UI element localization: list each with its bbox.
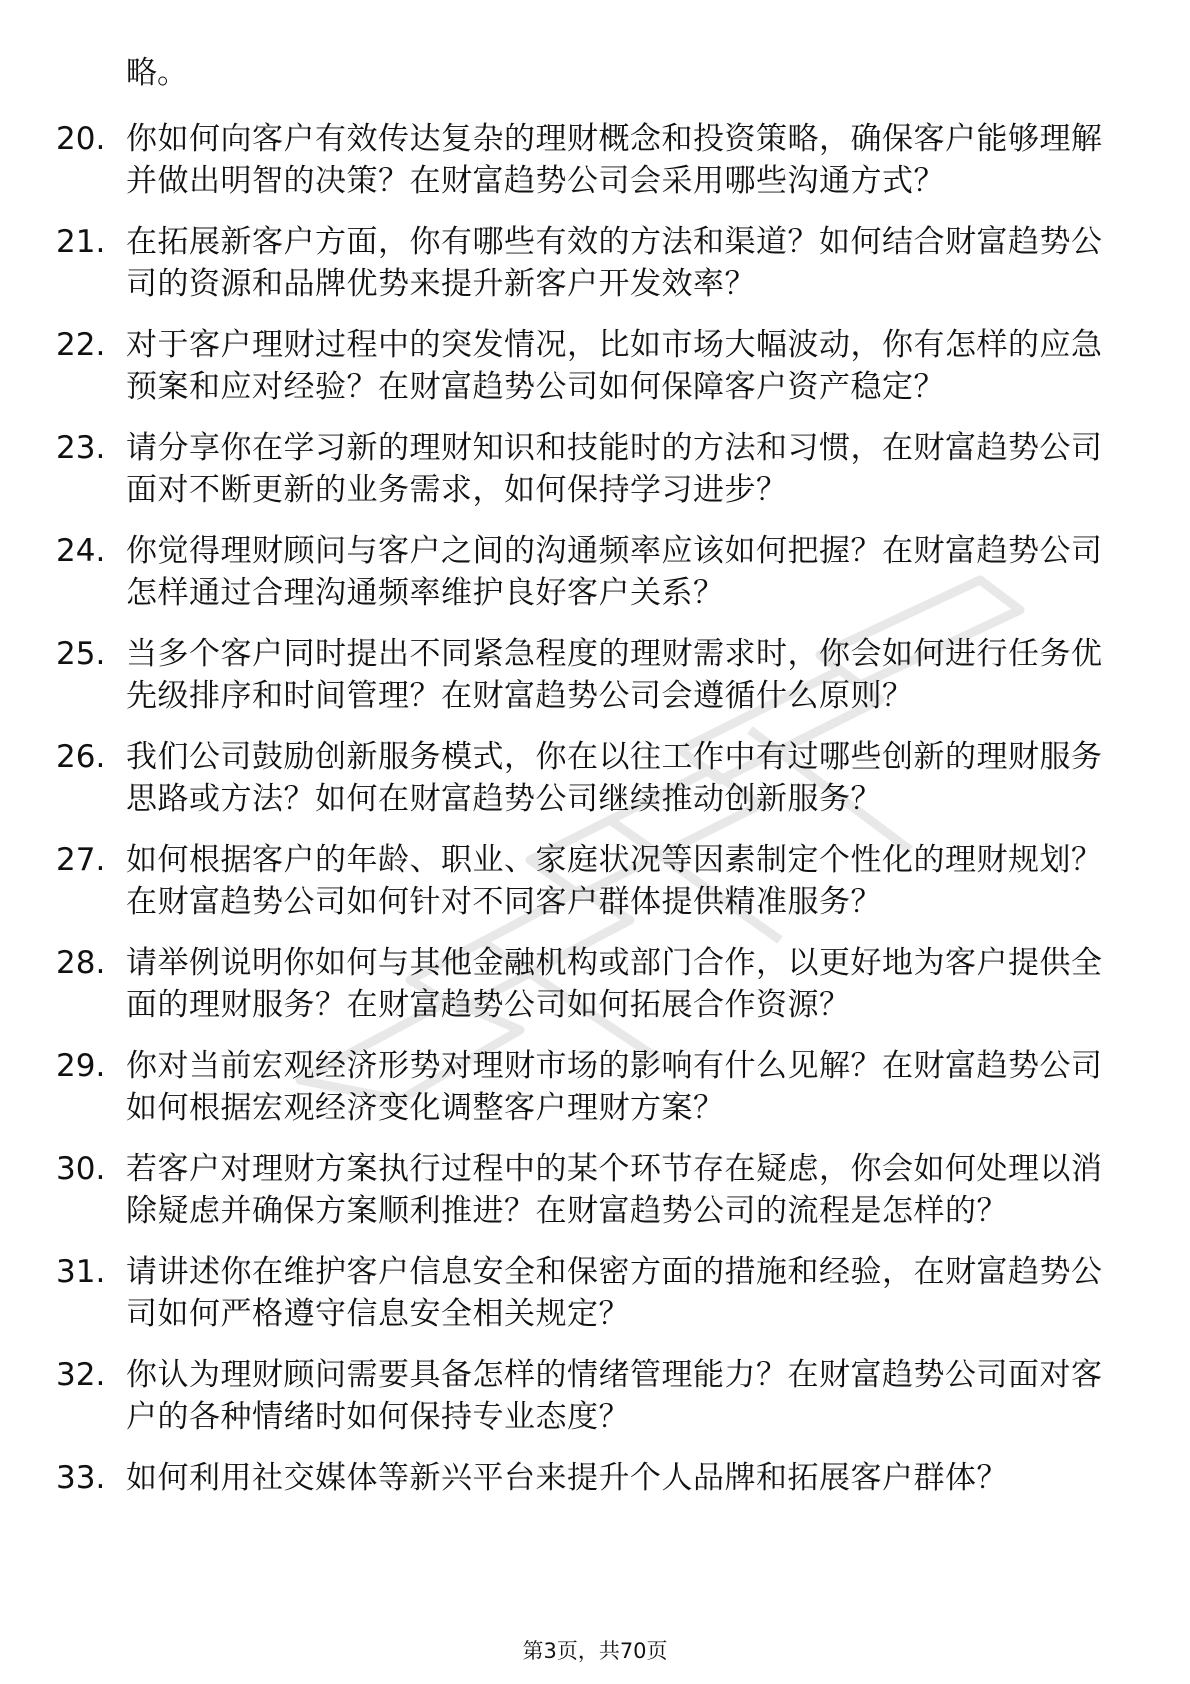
question-text: 若客户对理财方案执行过程中的某个环节存在疑虑，你会如何处理以消除疑虑并确保方案顺利推进？在财富趋势公司的流程是怎样的？ (126, 1151, 1103, 1229)
question-item (0, 1045, 1190, 1129)
question-number: 22. (56, 327, 106, 363)
question-item (0, 221, 1190, 305)
question-item (0, 530, 1190, 614)
question-number: 25. (56, 636, 106, 672)
page-number-footer: 第3页，共70页 (522, 1639, 668, 1663)
question-item (0, 1251, 1190, 1335)
question-number: 23. (56, 430, 106, 466)
question-number: 31. (56, 1254, 106, 1290)
question-text: 你觉得理财顾问与客户之间的沟通频率应该如何把握？在财富趋势公司怎样通过合理沟通频率维护良好客户关系？ (126, 533, 1103, 611)
question-text: 在拓展新客户方面，你有哪些有效的方法和渠道？如何结合财富趋势公司的资源和品牌优势来提升新客户开发效率？ (126, 224, 1103, 302)
question-text: 请举例说明你如何与其他金融机构或部门合作，以更好地为客户提供全面的理财服务？在财富趋势公司如何拓展合作资源？ (126, 945, 1103, 1023)
question-number: 32. (56, 1357, 106, 1393)
question-text: 你对当前宏观经济形势对理财市场的影响有什么见解？在财富趋势公司如何根据宏观经济变化调整客户理财方案？ (126, 1048, 1103, 1126)
continued-text: 略。 (126, 55, 188, 91)
question-text: 请分享你在学习新的理财知识和技能时的方法和习惯，在财富趋势公司面对不断更新的业务需求，如何保持学习进步？ (126, 430, 1103, 508)
question-item (0, 839, 1190, 923)
question-text: 如何利用社交媒体等新兴平台来提升个人品牌和拓展客户群体？ (126, 1460, 1008, 1496)
question-item (0, 118, 1190, 202)
question-item (0, 633, 1190, 717)
question-text: 请讲述你在维护客户信息安全和保密方面的措施和经验，在财富趋势公司如何严格遵守信息安全相关规定？ (126, 1254, 1103, 1332)
question-item (0, 1148, 1190, 1232)
question-number: 26. (56, 739, 106, 775)
question-number: 24. (56, 533, 106, 569)
question-list (0, 118, 1190, 1518)
question-item (0, 942, 1190, 1026)
question-number: 33. (56, 1460, 106, 1496)
question-text: 当多个客户同时提出不同紧急程度的理财需求时，你会如何进行任务优先级排序和时间管理？在财富趋势公司会遵循什么原则？ (126, 636, 1103, 714)
question-text: 如何根据客户的年龄、职业、家庭状况等因素制定个性化的理财规划？在财富趋势公司如何针对不同客户群体提供精准服务？ (126, 842, 1103, 920)
question-number: 28. (56, 945, 106, 981)
question-item (0, 427, 1190, 511)
question-item (0, 736, 1190, 820)
question-text: 对于客户理财过程中的突发情况，比如市场大幅波动，你有怎样的应急预案和应对经验？在财富趋势公司如何保障客户资产稳定？ (126, 327, 1103, 405)
question-number: 29. (56, 1048, 106, 1084)
question-item (0, 1457, 1190, 1499)
question-text: 你认为理财顾问需要具备怎样的情绪管理能力？在财富趋势公司面对客户的各种情绪时如何保持专业态度？ (126, 1357, 1103, 1435)
question-item (0, 324, 1190, 408)
question-item (0, 1354, 1190, 1438)
question-number: 30. (56, 1151, 106, 1187)
question-number: 27. (56, 842, 106, 878)
question-text: 你如何向客户有效传达复杂的理财概念和投资策略，确保客户能够理解并做出明智的决策？在财富趋势公司会采用哪些沟通方式？ (126, 121, 1103, 199)
question-number: 21. (56, 224, 106, 260)
question-number: 20. (56, 121, 106, 157)
question-text: 我们公司鼓励创新服务模式，你在以往工作中有过哪些创新的理财服务思路或方法？如何在财富趋势公司继续推动创新服务？ (126, 739, 1103, 817)
